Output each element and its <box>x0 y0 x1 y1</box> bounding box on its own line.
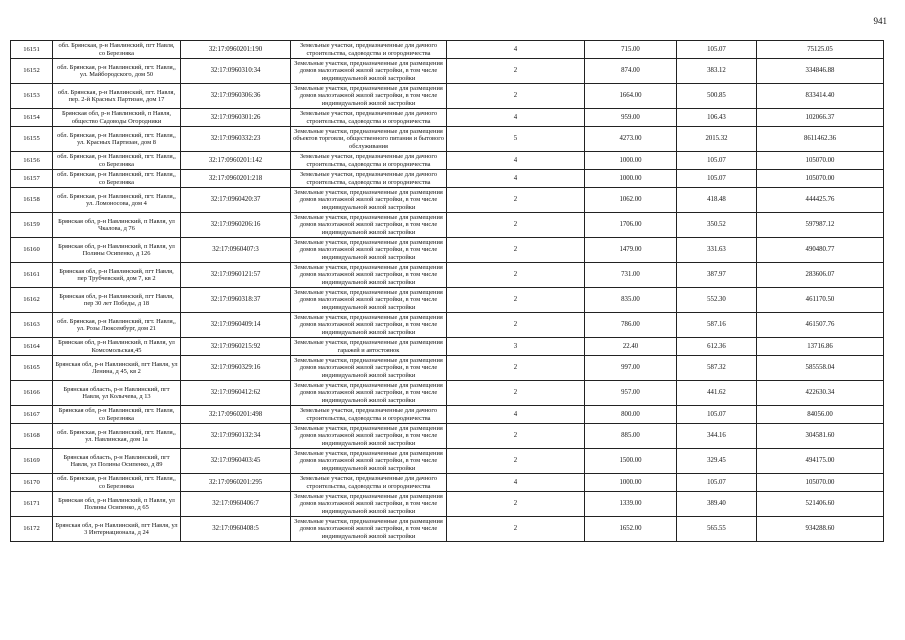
address-cell: Брянская обл, р-н Навлинский, пгт Навля, пер 30 лет Победы, д 18 <box>53 288 181 313</box>
area-cell: 874.00 <box>585 59 677 84</box>
land-use-cell: Земельные участки, предназначенные для размещения домов малоэтажной жилой застройки, в том числе индивидуальной жилой застройки <box>291 288 447 313</box>
row-number-cell: 16153 <box>11 84 53 109</box>
cadastral-value-cell: 422630.34 <box>757 381 884 406</box>
land-use-cell: Земельные участки, предназначенные для дачного строительства, садоводства и огородничества <box>291 152 447 170</box>
cadastral-value-cell: 304581.60 <box>757 424 884 449</box>
cadastral-value-cell: 84056.00 <box>757 406 884 424</box>
use-group-cell: 2 <box>447 517 585 542</box>
cadastral-number-cell: 32:17:0960406:7 <box>181 492 291 517</box>
land-use-cell: Земельные участки, предназначенные для размещения домов малоэтажной жилой застройки, в том числе индивидуальной жилой застройки <box>291 59 447 84</box>
land-use-cell: Земельные участки, предназначенные для размещения домов малоэтажной жилой застройки, в том числе индивидуальной жилой застройки <box>291 424 447 449</box>
row-number-cell: 16161 <box>11 263 53 288</box>
land-use-cell: Земельные участки, предназначенные для дачного строительства, садоводства и огородничества <box>291 474 447 492</box>
cadastral-value-cell: 934288.60 <box>757 517 884 542</box>
land-use-cell: Земельные участки, предназначенные для размещения домов малоэтажной жилой застройки, в том числе индивидуальной жилой застройки <box>291 492 447 517</box>
use-group-cell: 4 <box>447 474 585 492</box>
cadastral-value-cell: 13716.86 <box>757 338 884 356</box>
table-row <box>11 170 884 188</box>
area-cell: 957.00 <box>585 381 677 406</box>
cadastral-number-cell: 32:17:0960201:218 <box>181 170 291 188</box>
row-number-cell: 16159 <box>11 213 53 238</box>
cadastral-number-cell: 32:17:0960310:34 <box>181 59 291 84</box>
page-number: 941 <box>873 16 887 26</box>
address-cell: Брянская обл, р-н Навлинский, п Навля, общество Садоводы Огородники <box>53 109 181 127</box>
specific-value-cell: 387.97 <box>677 263 757 288</box>
address-cell: обл. Брянская, р-н Навлинский, пгт. Навля,, со Березняка <box>53 152 181 170</box>
specific-value-cell: 331.63 <box>677 238 757 263</box>
area-cell: 1706.00 <box>585 213 677 238</box>
table-row <box>11 41 884 59</box>
address-cell: Брянская обл, р-н Навлинский, пгт Навля, пер Трубчевский, дом 7, кв 2 <box>53 263 181 288</box>
row-number-cell: 16170 <box>11 474 53 492</box>
address-cell: Брянская обл, р-н Навлинский, п Навля, ул Полины Осипенко, д 65 <box>53 492 181 517</box>
row-number-cell: 16152 <box>11 59 53 84</box>
specific-value-cell: 329.45 <box>677 449 757 474</box>
use-group-cell: 2 <box>447 424 585 449</box>
table-row <box>11 517 884 542</box>
table-row <box>11 84 884 109</box>
land-use-cell: Земельные участки, предназначенные для дачного строительства, садоводства и огородничества <box>291 406 447 424</box>
row-number-cell: 16168 <box>11 424 53 449</box>
table-row <box>11 263 884 288</box>
area-cell: 1000.00 <box>585 170 677 188</box>
cadastral-value-cell: 334846.88 <box>757 59 884 84</box>
cadastral-value-cell: 102066.37 <box>757 109 884 127</box>
cadastral-value-cell: 105070.00 <box>757 170 884 188</box>
table-row <box>11 59 884 84</box>
cadastral-number-cell: 32:17:0960201:190 <box>181 41 291 59</box>
specific-value-cell: 105.07 <box>677 170 757 188</box>
row-number-cell: 16164 <box>11 338 53 356</box>
address-cell: Брянская обл, р-н Навлинский, пгт Навля, ул Ленина, д 45, кв 2 <box>53 356 181 381</box>
area-cell: 1062.00 <box>585 188 677 213</box>
cadastral-value-cell: 8611462.36 <box>757 127 884 152</box>
use-group-cell: 2 <box>447 84 585 109</box>
specific-value-cell: 105.07 <box>677 474 757 492</box>
cadastral-number-cell: 32:17:0960318:37 <box>181 288 291 313</box>
area-cell: 1652.00 <box>585 517 677 542</box>
specific-value-cell: 105.07 <box>677 152 757 170</box>
specific-value-cell: 106.43 <box>677 109 757 127</box>
row-number-cell: 16167 <box>11 406 53 424</box>
use-group-cell: 2 <box>447 288 585 313</box>
cadastral-value-cell: 283606.07 <box>757 263 884 288</box>
cadastral-number-cell: 32:17:0960206:16 <box>181 213 291 238</box>
address-cell: обл. Брянская, р-н Навлинский, пгт. Навля,, ул. Майбородского, дом 50 <box>53 59 181 84</box>
cadastral-value-cell: 105070.00 <box>757 474 884 492</box>
cadastral-value-cell: 521406.60 <box>757 492 884 517</box>
specific-value-cell: 500.85 <box>677 84 757 109</box>
cadastral-number-cell: 32:17:0960201:498 <box>181 406 291 424</box>
cadastral-number-cell: 32:17:0960408:5 <box>181 517 291 542</box>
cadastral-value-cell: 105070.00 <box>757 152 884 170</box>
land-use-cell: Земельные участки, предназначенные для размещения домов малоэтажной жилой застройки, в том числе индивидуальной жилой застройки <box>291 517 447 542</box>
table-row <box>11 338 884 356</box>
table-row <box>11 288 884 313</box>
address-cell: обл. Брянская, р-н Навлинский, пгт. Навля,, ул. Ломоносова, дом 4 <box>53 188 181 213</box>
cadastral-value-cell: 490480.77 <box>757 238 884 263</box>
area-cell: 1000.00 <box>585 152 677 170</box>
cadastral-value-cell: 494175.00 <box>757 449 884 474</box>
area-cell: 800.00 <box>585 406 677 424</box>
specific-value-cell: 441.62 <box>677 381 757 406</box>
cadastral-number-cell: 32:17:0960403:45 <box>181 449 291 474</box>
use-group-cell: 2 <box>447 449 585 474</box>
land-use-cell: Земельные участки, предназначенные для размещения домов малоэтажной жилой застройки, в том числе индивидуальной жилой застройки <box>291 263 447 288</box>
address-cell: обл. Брянская, р-н Навлинский, пгт. Навля,, со Березняка <box>53 474 181 492</box>
table-row <box>11 381 884 406</box>
specific-value-cell: 350.52 <box>677 213 757 238</box>
cadastral-value-cell: 461507.76 <box>757 313 884 338</box>
cadastral-number-cell: 32:17:0960215:92 <box>181 338 291 356</box>
area-cell: 1479.00 <box>585 238 677 263</box>
cadastral-number-cell: 32:17:0960409:14 <box>181 313 291 338</box>
use-group-cell: 4 <box>447 406 585 424</box>
specific-value-cell: 587.16 <box>677 313 757 338</box>
use-group-cell: 2 <box>447 188 585 213</box>
area-cell: 731.00 <box>585 263 677 288</box>
use-group-cell: 2 <box>447 59 585 84</box>
specific-value-cell: 552.30 <box>677 288 757 313</box>
table-row <box>11 152 884 170</box>
use-group-cell: 2 <box>447 381 585 406</box>
cadastral-number-cell: 32:17:0960132:34 <box>181 424 291 449</box>
cadastral-value-cell: 597987.12 <box>757 213 884 238</box>
table-row <box>11 127 884 152</box>
row-number-cell: 16155 <box>11 127 53 152</box>
specific-value-cell: 612.36 <box>677 338 757 356</box>
cadastral-number-cell: 32:17:0960332:23 <box>181 127 291 152</box>
row-number-cell: 16162 <box>11 288 53 313</box>
specific-value-cell: 344.16 <box>677 424 757 449</box>
specific-value-cell: 418.48 <box>677 188 757 213</box>
address-cell: Брянская обл, р-н Навлинский, п Навля, ул Чкалова, д 76 <box>53 213 181 238</box>
area-cell: 22.40 <box>585 338 677 356</box>
land-use-cell: Земельные участки, предназначенные для дачного строительства, садоводства и огородничества <box>291 170 447 188</box>
specific-value-cell: 2015.32 <box>677 127 757 152</box>
row-number-cell: 16158 <box>11 188 53 213</box>
row-number-cell: 16166 <box>11 381 53 406</box>
use-group-cell: 4 <box>447 41 585 59</box>
cadastral-number-cell: 32:17:0960306:36 <box>181 84 291 109</box>
use-group-cell: 2 <box>447 213 585 238</box>
use-group-cell: 4 <box>447 152 585 170</box>
specific-value-cell: 587.32 <box>677 356 757 381</box>
cadastral-number-cell: 32:17:0960301:26 <box>181 109 291 127</box>
land-use-cell: Земельные участки, предназначенные для размещения домов малоэтажной жилой застройки, в том числе индивидуальной жилой застройки <box>291 449 447 474</box>
land-use-cell: Земельные участки, предназначенные для размещения домов малоэтажной жилой застройки, в том числе индивидуальной жилой застройки <box>291 313 447 338</box>
cadastral-value-cell: 461170.50 <box>757 288 884 313</box>
row-number-cell: 16151 <box>11 41 53 59</box>
cadastral-value-cell: 833414.40 <box>757 84 884 109</box>
address-cell: Брянская обл, р-н Навлинский, п Навля, ул Полины Осипенко, д 126 <box>53 238 181 263</box>
address-cell: обл. Брянская, р-н Навлинский, пгт Навля, со Березняка <box>53 41 181 59</box>
row-number-cell: 16171 <box>11 492 53 517</box>
address-cell: обл. Брянская, р-н Навлинский, пгт. Навля, пер. 2-й Красных Партизан, дом 17 <box>53 84 181 109</box>
use-group-cell: 2 <box>447 263 585 288</box>
address-cell: обл. Брянская, р-н Навлинский, пгт. Навля,, ул. Навлинская, дом 1а <box>53 424 181 449</box>
table-row <box>11 213 884 238</box>
row-number-cell: 16156 <box>11 152 53 170</box>
row-number-cell: 16163 <box>11 313 53 338</box>
address-cell: Брянская область, р-н Навлинский, пгт Навля, ул Колычева, д 13 <box>53 381 181 406</box>
table-row <box>11 449 884 474</box>
row-number-cell: 16165 <box>11 356 53 381</box>
area-cell: 835.00 <box>585 288 677 313</box>
use-group-cell: 4 <box>447 109 585 127</box>
specific-value-cell: 105.07 <box>677 406 757 424</box>
land-use-cell: Земельные участки, предназначенные для размещения домов малоэтажной жилой застройки, в том числе индивидуальной жилой застройки <box>291 381 447 406</box>
table-row <box>11 313 884 338</box>
table-row <box>11 188 884 213</box>
use-group-cell: 2 <box>447 356 585 381</box>
table-row <box>11 356 884 381</box>
row-number-cell: 16157 <box>11 170 53 188</box>
land-use-cell: Земельные участки, предназначенные для дачного строительства, садоводства и огородничества <box>291 109 447 127</box>
area-cell: 1000.00 <box>585 474 677 492</box>
area-cell: 1664.00 <box>585 84 677 109</box>
row-number-cell: 16169 <box>11 449 53 474</box>
specific-value-cell: 383.12 <box>677 59 757 84</box>
table-row <box>11 238 884 263</box>
cadastral-number-cell: 32:17:0960407:3 <box>181 238 291 263</box>
area-cell: 1500.00 <box>585 449 677 474</box>
area-cell: 997.00 <box>585 356 677 381</box>
table-row <box>11 492 884 517</box>
land-use-cell: Земельные участки, предназначенные для размещения объектов торговли, общественного питания и бытового обслуживания <box>291 127 447 152</box>
area-cell: 4273.00 <box>585 127 677 152</box>
land-use-cell: Земельные участки, предназначенные для размещения домов малоэтажной жилой застройки, в том числе индивидуальной жилой застройки <box>291 84 447 109</box>
area-cell: 885.00 <box>585 424 677 449</box>
land-use-cell: Земельные участки, предназначенные для дачного строительства, садоводства и огородничества <box>291 41 447 59</box>
cadastral-value-cell: 75125.05 <box>757 41 884 59</box>
specific-value-cell: 389.40 <box>677 492 757 517</box>
area-cell: 959.00 <box>585 109 677 127</box>
land-use-cell: Земельные участки, предназначенные для размещения домов малоэтажной жилой застройки, в том числе индивидуальной жилой застройки <box>291 238 447 263</box>
specific-value-cell: 105.07 <box>677 41 757 59</box>
address-cell: обл. Брянская, р-н Навлинский, пгт. Навля,, ул. Розы Люксембург, дом 21 <box>53 313 181 338</box>
area-cell: 715.00 <box>585 41 677 59</box>
row-number-cell: 16172 <box>11 517 53 542</box>
address-cell: Брянская обл, р-н Навлинский, пгт. Навля, со Березняка <box>53 406 181 424</box>
table-row <box>11 406 884 424</box>
cadastral-number-cell: 32:17:0960201:295 <box>181 474 291 492</box>
address-cell: Брянская область, р-н Навлинский, пгт Навля, ул Полины Осипенко, д 89 <box>53 449 181 474</box>
cadastral-number-cell: 32:17:0960201:142 <box>181 152 291 170</box>
address-cell: Брянская обл, р-н Навлинский, пгт Навля, ул 3 Интернационала, д 24 <box>53 517 181 542</box>
land-use-cell: Земельные участки, предназначенные для размещения домов малоэтажной жилой застройки, в том числе индивидуальной жилой застройки <box>291 188 447 213</box>
table-row <box>11 109 884 127</box>
land-registry-table <box>10 40 884 542</box>
use-group-cell: 2 <box>447 313 585 338</box>
cadastral-number-cell: 32:17:0960121:57 <box>181 263 291 288</box>
row-number-cell: 16160 <box>11 238 53 263</box>
address-cell: обл. Брянская, р-н Навлинский, пгт. Навля,, со Березняка <box>53 170 181 188</box>
use-group-cell: 2 <box>447 492 585 517</box>
cadastral-value-cell: 585558.04 <box>757 356 884 381</box>
cadastral-number-cell: 32:17:0960329:16 <box>181 356 291 381</box>
use-group-cell: 3 <box>447 338 585 356</box>
cadastral-number-cell: 32:17:0960420:37 <box>181 188 291 213</box>
address-cell: обл. Брянская, р-н Навлинский, пгт. Навля,, ул. Красных Партизан, дом 8 <box>53 127 181 152</box>
table-row <box>11 424 884 449</box>
land-use-cell: Земельные участки, предназначенные для размещения гаражей и автостоянок <box>291 338 447 356</box>
table-row <box>11 474 884 492</box>
use-group-cell: 4 <box>447 170 585 188</box>
land-use-cell: Земельные участки, предназначенные для размещения домов малоэтажной жилой застройки, в том числе индивидуальной жилой застройки <box>291 356 447 381</box>
use-group-cell: 2 <box>447 238 585 263</box>
cadastral-value-cell: 444425.76 <box>757 188 884 213</box>
use-group-cell: 5 <box>447 127 585 152</box>
specific-value-cell: 565.55 <box>677 517 757 542</box>
land-use-cell: Земельные участки, предназначенные для размещения домов малоэтажной жилой застройки, в том числе индивидуальной жилой застройки <box>291 213 447 238</box>
cadastral-number-cell: 32:17:0960412:62 <box>181 381 291 406</box>
area-cell: 1339.00 <box>585 492 677 517</box>
area-cell: 786.00 <box>585 313 677 338</box>
row-number-cell: 16154 <box>11 109 53 127</box>
address-cell: Брянская обл, р-н Навлинский, п Навля, ул Комсомольская,45 <box>53 338 181 356</box>
